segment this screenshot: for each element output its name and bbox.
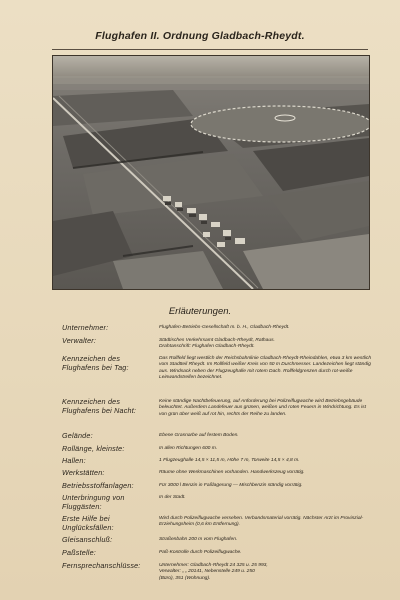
section-heading: Erläuterungen. <box>168 306 232 317</box>
row-label: Fernsprechanschlüsse: <box>62 561 141 570</box>
title-rule <box>52 49 368 50</box>
row-label: Betriebsstoffanlagen: <box>62 481 134 490</box>
page-title: Flughafen II. Ordnung Gladbach-Rheydt. <box>95 30 305 42</box>
aerial-photo-graphic <box>53 56 369 289</box>
row-value: Für 3000 l Benzin in Faßlagerung — Mischbenzin ständig vorrätig. <box>159 483 303 488</box>
row-label: Erste Hilfe bei Unglücksfällen: <box>62 514 114 533</box>
row-value: Ebene Grasnarbe auf festem Boden. <box>159 433 239 438</box>
row-value: Flughafen-Betriebs-Gesellschaft m. b. H., Gladbach-Rheydt. <box>159 325 290 330</box>
row-value: Paß-Kontrolle durch Polizeiflugwache. <box>159 550 242 555</box>
row-label: Unterbringung von Fluggästen: <box>62 493 125 512</box>
row-label: Paßstelle: <box>62 548 96 557</box>
row-value: Städtisches Verkehrsamt Gladbach-Rheydt, Rathaus. Drahtanschrift: Flughafen Gladbach-Rheydt. <box>159 338 275 350</box>
row-label: Verwalter: <box>62 336 97 345</box>
row-value: In allen Richtungen 600 m. <box>159 446 218 451</box>
row-value: In der Stadt. <box>159 495 186 500</box>
row-label: Werkstätten: <box>62 468 105 477</box>
row-label: Unternehmer: <box>62 323 109 332</box>
row-value: Wird durch Polizeiflugwache versehen. Verbandsmaterial vorrätig. Nächster Arzt im Provinzial-Erziehungsheim (0,6 km Entfernung). <box>159 516 364 528</box>
row-label: Kennzeichen des Flughafens bei Nacht: <box>62 397 137 416</box>
row-label: Hallen: <box>62 456 86 465</box>
row-value: Keine ständige Nachtbefeuerung, auf Anforderung bei Polizeiflugwache wird Betriebsgebäude beleuchtet. Außerdem Landefeuer aus grünen, weißen und roten Feuern in Windrichtung. Es ist von grün über weiß auf rot hin, rechts der Reihe zu landen. <box>159 399 366 417</box>
row-value: Räume ohne Werkmaschinen vorhanden. Handwerkszeug vorrätig. <box>159 470 305 475</box>
row-value: 1 Flugzeughalle 14,5 × 11,5 m, Höhe 7 m, Torweite 14,5 × 4,8 m. <box>159 458 300 463</box>
row-label: Gleisanschluß: <box>62 535 113 544</box>
row-value: Unternehmer: Gladbach-Rheydt 24 325 u. 25 993, Verwalter: „ „ 20141, Nebenstelle 249 u. 250 (Büro), 351 (Wohnung). <box>159 563 268 581</box>
row-value: Das Rollfeld liegt westlich der Reichsbahnlinie Gladbach-Rheydt-Rheindahlen, etwa 3 km westlich vom Stadtteil Rheydt. Im Rollfeld weißer Kreis von 50 m Durchmesser. Landezeichen liegt ständig aus. Windsack neben der Flugzeughalle mit rotem Dach. Rollfeldgrenzen durch rot-weiße Leinwandstreifen bezeichnet. <box>159 356 372 381</box>
row-label: Gelände: <box>62 431 93 440</box>
row-value: Straßenbahn 200 m vom Flughafen. <box>159 537 238 542</box>
aerial-photo <box>52 55 370 290</box>
row-label: Kennzeichen des Flughafens bei Tag: <box>62 354 129 373</box>
row-label: Rollänge, kleinste: <box>62 444 125 453</box>
